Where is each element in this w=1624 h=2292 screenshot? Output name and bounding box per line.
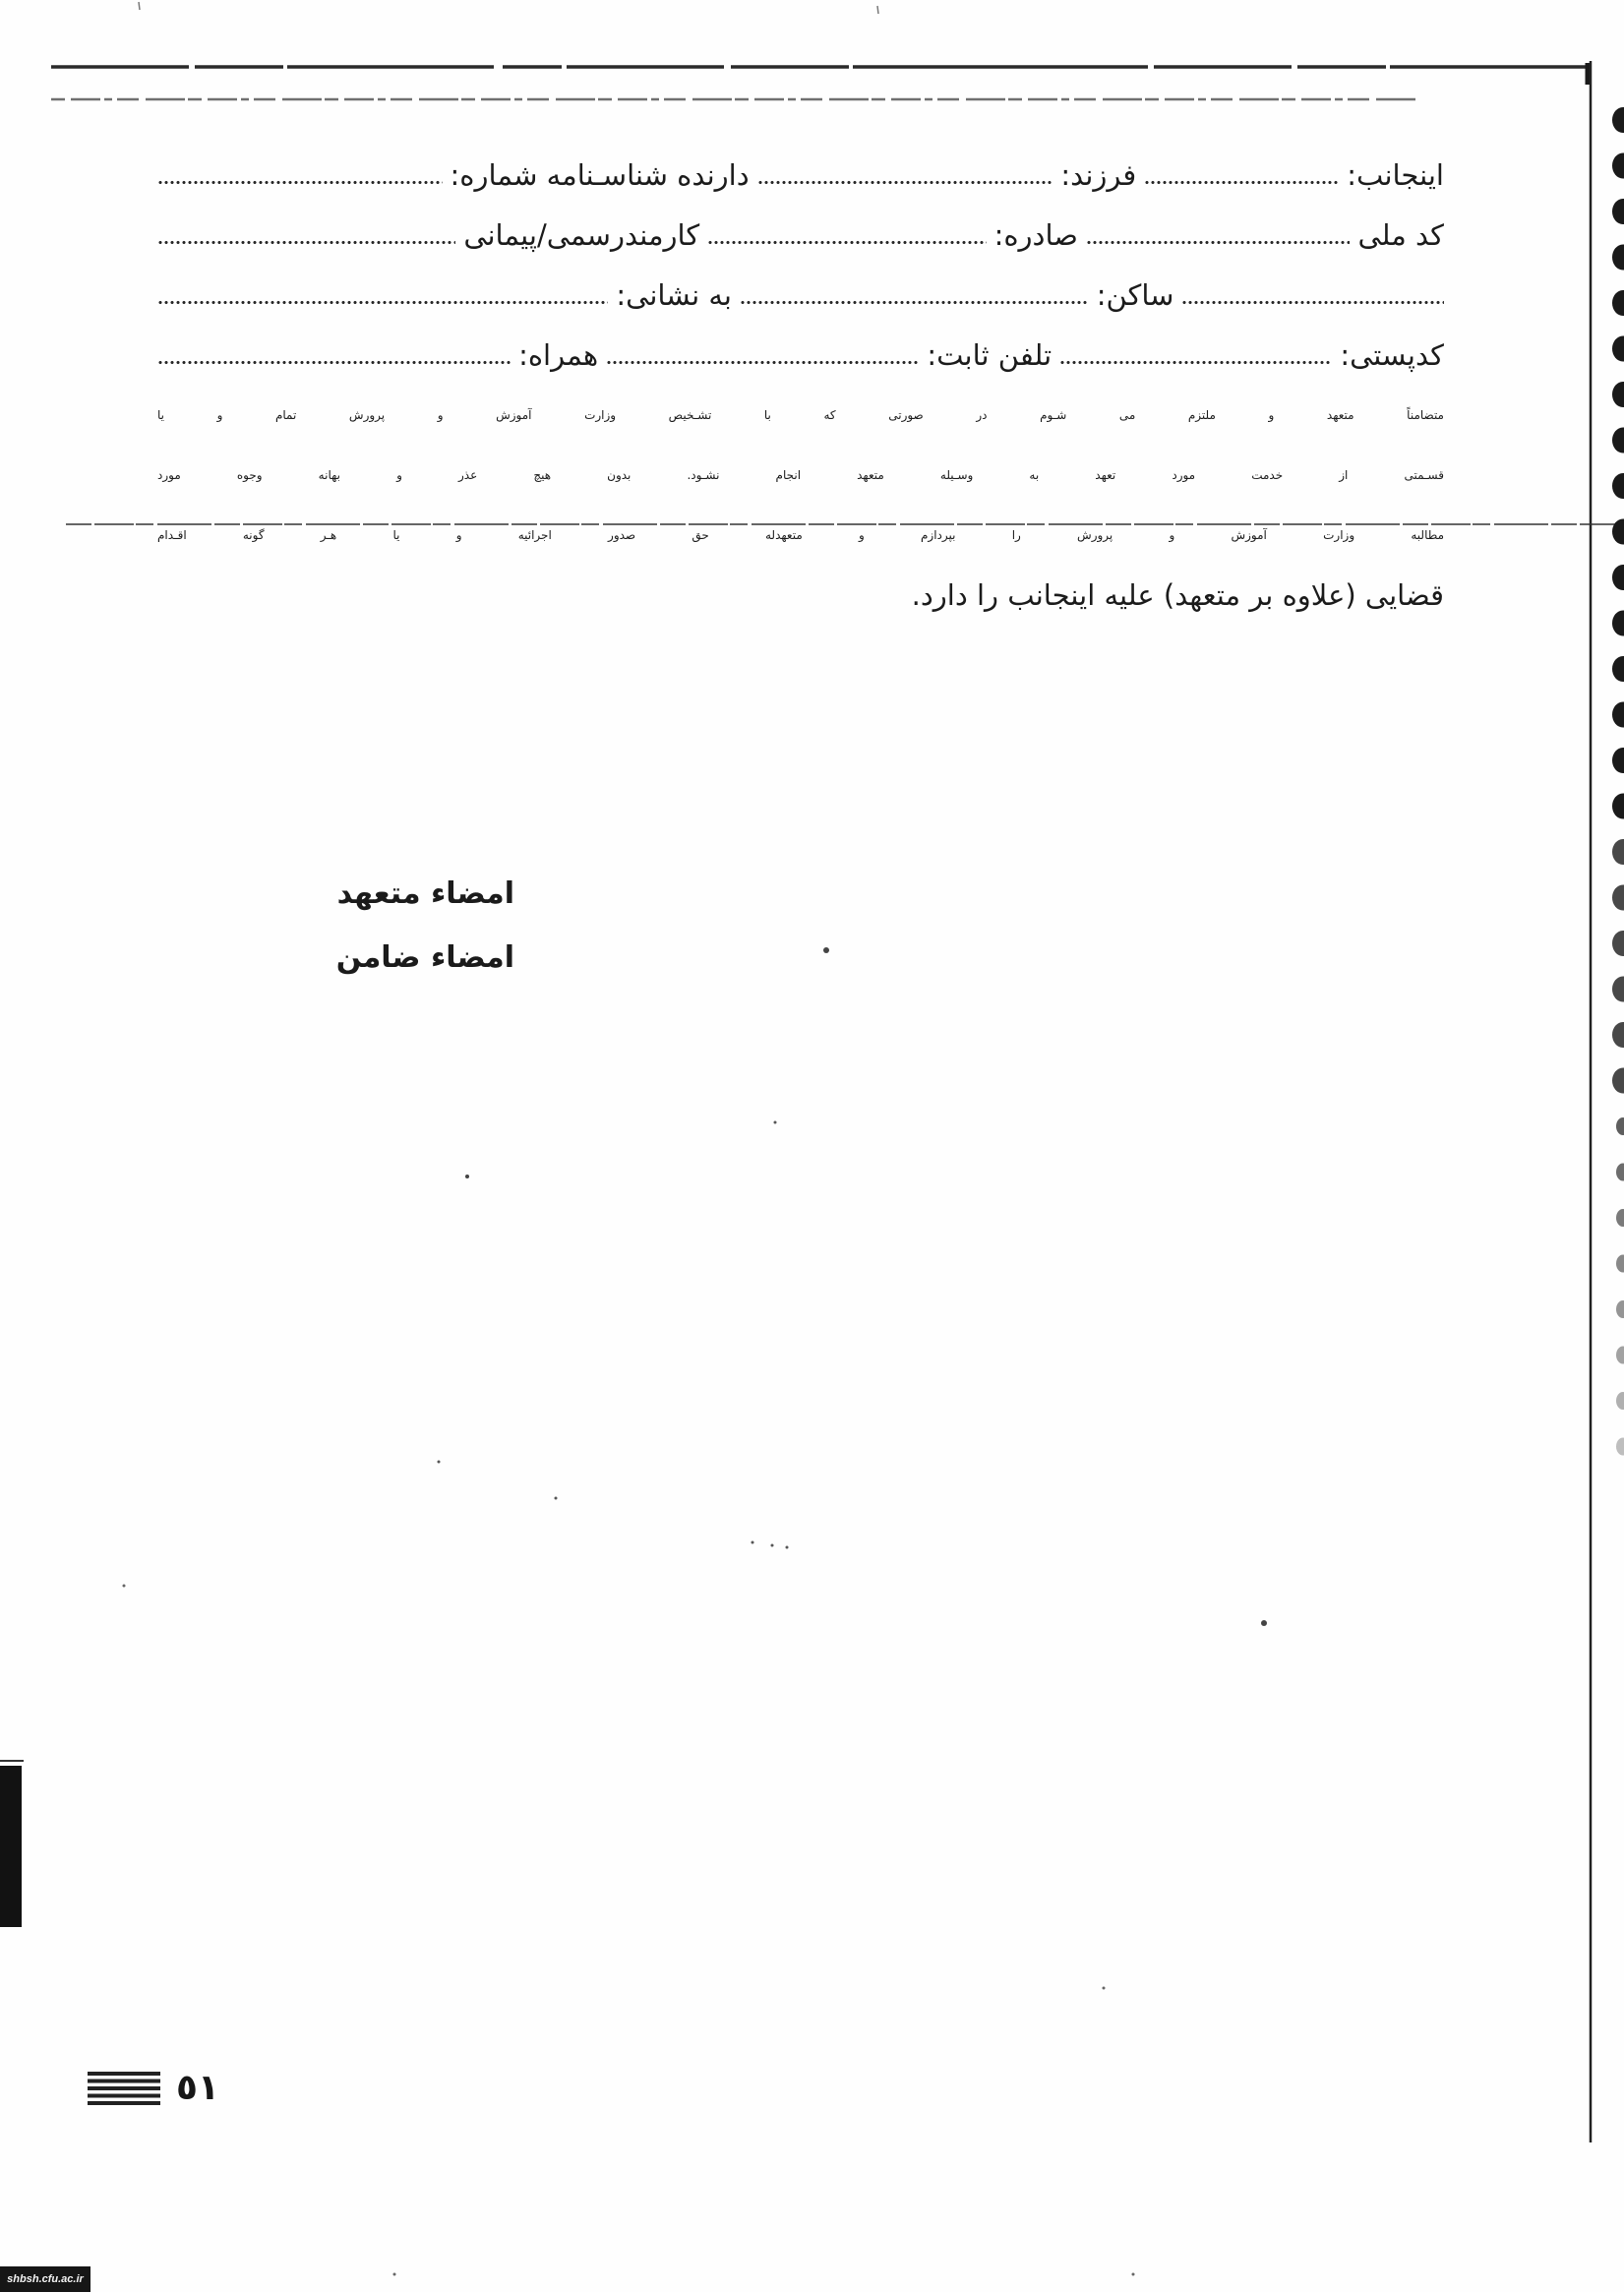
binder-hole	[1612, 611, 1624, 636]
commitment-paragraph	[157, 386, 1444, 626]
binder-hole	[1612, 153, 1624, 179]
obligor-signature-label: امضاء متعهد	[336, 876, 514, 911]
national-code-blank	[1086, 240, 1351, 245]
landline-blank	[606, 360, 919, 365]
binder-hole	[1612, 1022, 1624, 1048]
binder-hole	[1616, 1438, 1624, 1456]
postal-code-blank	[1059, 360, 1332, 365]
binder-holes	[1612, 107, 1624, 1456]
binder-hole	[1612, 473, 1624, 499]
commitment-line	[157, 446, 1444, 506]
binder-hole	[1616, 1392, 1624, 1410]
speck	[1132, 2273, 1135, 2276]
binder-hole	[1616, 1255, 1624, 1273]
form-row-residence	[157, 266, 1444, 326]
binder-hole	[1612, 336, 1624, 362]
binder-hole	[1612, 839, 1624, 865]
employment-blank	[157, 240, 455, 245]
speck	[752, 1541, 754, 1544]
site-watermark: shbsh.cfu.ac.ir	[0, 2266, 90, 2292]
commitment-line	[157, 506, 1444, 566]
mobile-blank	[157, 360, 511, 365]
applicant-label: اینجانب:	[1347, 158, 1444, 192]
speck	[123, 1585, 126, 1588]
continuation-blank	[1181, 300, 1444, 305]
employment-label: کارمندرسمی/پیمانی	[463, 218, 700, 252]
commitment-line	[157, 566, 1444, 626]
binder-hole	[1612, 245, 1624, 271]
commitment-line-text: قسـمتی از خدمت مورد تعهد به وسـیله متعهد انجام نشـود. بدون هیچ عذر و بهانه وجوه مورد	[157, 468, 1444, 482]
top-edge-tick	[877, 6, 878, 14]
speck	[555, 1497, 558, 1500]
binder-hole	[1616, 1300, 1624, 1318]
national-code-label: کد ملی	[1357, 218, 1444, 252]
commitment-line-text: مطالبه وزارت آموزش و پرورش را بپردازم و متعهدله حق صدور اجرائیه و یا هـر گونه اقـدام	[157, 528, 1444, 542]
binder-hole	[1612, 565, 1624, 590]
commitment-line	[157, 386, 1444, 446]
binder-hole	[1612, 885, 1624, 911]
binder-hole	[1612, 656, 1624, 682]
binder-hole	[1612, 199, 1624, 224]
scan-specks	[123, 947, 1268, 2276]
speck	[465, 1175, 469, 1178]
city-blank	[740, 300, 1089, 305]
binder-hole	[1612, 290, 1624, 316]
guarantor-signature-label: امضاء ضامن	[335, 940, 514, 975]
speck	[438, 1461, 441, 1464]
binder-hole	[1612, 1068, 1624, 1094]
page-number-rule	[88, 2072, 160, 2105]
binder-hole	[1616, 1209, 1624, 1227]
mobile-label: همراه:	[518, 338, 599, 372]
speck	[1103, 1987, 1106, 1990]
binder-hole	[1612, 931, 1624, 956]
binder-hole	[1612, 382, 1624, 407]
top-edge-tick	[139, 2, 140, 10]
resident-label: ساکن:	[1096, 278, 1174, 312]
postal-code-label: کدپستی:	[1340, 338, 1444, 372]
binder-hole	[1612, 107, 1624, 133]
form-row-identity	[157, 146, 1444, 206]
commitment-line-text: قضایی (علاوه بر متعهد) علیه اینجانب را دارد.	[911, 578, 1444, 612]
binder-hole	[1612, 702, 1624, 728]
form-row-contact	[157, 326, 1444, 386]
landline-label: تلفن ثابت:	[927, 338, 1053, 372]
speck	[1261, 1620, 1267, 1626]
binder-hole	[1612, 428, 1624, 453]
address-label: به نشانی:	[616, 278, 733, 312]
binder-hole	[1616, 1347, 1624, 1364]
left-scan-bar	[0, 1766, 22, 1927]
issued-label: صادره:	[993, 218, 1078, 252]
speck	[823, 947, 829, 953]
signature-block	[101, 862, 514, 990]
form-body	[157, 146, 1444, 626]
binder-hole	[1612, 794, 1624, 819]
address-blank	[157, 300, 608, 305]
issued-place-blank	[707, 240, 986, 245]
binder-hole	[1616, 1164, 1624, 1181]
id-card-label: دارنده شناسـنامه شماره:	[450, 158, 750, 192]
applicant-name-blank	[1144, 180, 1339, 185]
child-of-label: فرزند:	[1060, 158, 1137, 192]
speck	[774, 1121, 777, 1124]
id-card-number-blank	[157, 180, 443, 185]
binder-hole	[1616, 1117, 1624, 1135]
father-name-blank	[757, 180, 1053, 185]
speck	[393, 2273, 396, 2276]
page-number: ٥١	[176, 2068, 219, 2108]
binder-hole	[1612, 977, 1624, 1002]
page-number-block	[88, 2070, 219, 2107]
binder-hole	[1612, 519, 1624, 545]
form-row-national-code	[157, 206, 1444, 266]
speck	[771, 1544, 774, 1547]
left-edge-mark	[0, 1760, 24, 1762]
binder-hole	[1612, 748, 1624, 773]
speck	[786, 1546, 789, 1549]
commitment-line-text: متضامناً متعهد و ملتزم می شـوم در صورتی که با تشـخیص وزارت آموزش و پرورش تمام و یا	[157, 408, 1444, 422]
